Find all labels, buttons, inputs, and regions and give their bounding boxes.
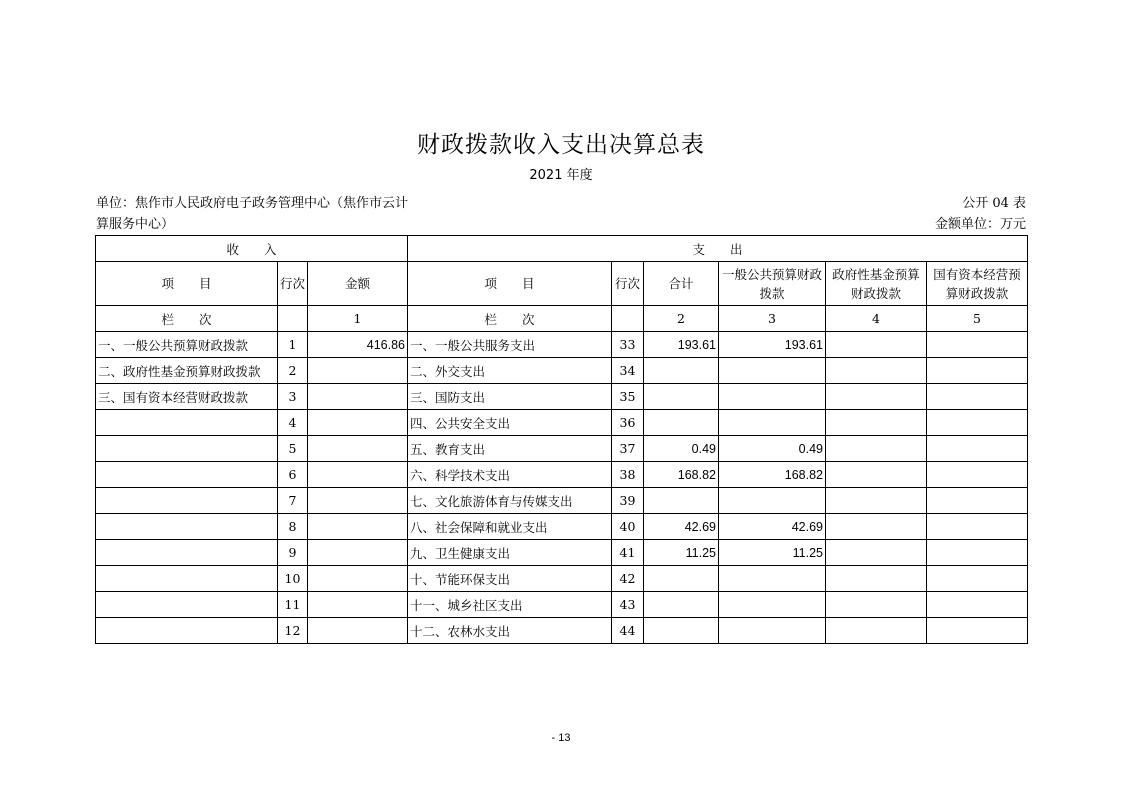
table-row [96, 566, 1028, 592]
column-header-row [96, 262, 1028, 306]
income-row-no-cell: 4 [278, 410, 308, 436]
income-item-header: 项 目 [96, 262, 278, 306]
expense-item-cell: 三、国防支出 [408, 384, 612, 410]
table-row [96, 592, 1028, 618]
state-capital-cell [927, 436, 1028, 462]
gov-fund-cell [826, 462, 927, 488]
expense-row-no-header: 行次 [612, 262, 644, 306]
total-cell: 0.49 [644, 436, 719, 462]
income-row-no-cell: 12 [278, 618, 308, 644]
expense-item-cell: 十一、城乡社区支出 [408, 592, 612, 618]
income-row-no-cell: 2 [278, 358, 308, 384]
col-4: 4 [826, 306, 927, 332]
income-item-cell [96, 618, 278, 644]
income-item-cell [96, 540, 278, 566]
income-item-cell [96, 514, 278, 540]
expense-row-no-cell: 41 [612, 540, 644, 566]
section-header-row [96, 236, 1028, 262]
page-number: - 13 [551, 732, 571, 744]
general-budget-cell [719, 592, 826, 618]
income-amount-cell [308, 488, 408, 514]
total-cell: 168.82 [644, 462, 719, 488]
income-amount-cell [308, 618, 408, 644]
income-amount-cell [308, 436, 408, 462]
state-capital-cell [927, 384, 1028, 410]
expense-item-cell: 二、外交支出 [408, 358, 612, 384]
general-budget-cell: 0.49 [719, 436, 826, 462]
unit-label: 单位：焦作市人民政府电子政务管理中心（焦作市云计算服务中心） [96, 196, 409, 232]
gov-fund-cell [826, 384, 927, 410]
income-item-cell [96, 592, 278, 618]
state-capital-cell [927, 566, 1028, 592]
state-capital-header: 国有资本经营预算财政拨款 [927, 262, 1028, 306]
table-row [96, 618, 1028, 644]
expense-row-no-cell: 40 [612, 514, 644, 540]
expense-row-no-cell: 42 [612, 566, 644, 592]
col-empty [278, 306, 308, 332]
total-header: 合计 [644, 262, 719, 306]
table-row [96, 384, 1028, 410]
general-budget-header: 一般公共预算财政拨款 [719, 262, 826, 306]
income-header: 收 入 [96, 236, 408, 262]
state-capital-cell [927, 540, 1028, 566]
total-cell [644, 618, 719, 644]
expense-row-no-cell: 36 [612, 410, 644, 436]
budget-table [95, 235, 1028, 644]
income-amount-cell [308, 514, 408, 540]
expense-item-cell: 八、社会保障和就业支出 [408, 514, 612, 540]
expense-item-cell: 九、卫生健康支出 [408, 540, 612, 566]
gov-fund-cell [826, 488, 927, 514]
total-cell [644, 358, 719, 384]
income-amount-cell: 416.86 [308, 332, 408, 358]
expense-row-no-cell: 34 [612, 358, 644, 384]
gov-fund-cell [826, 514, 927, 540]
total-cell [644, 566, 719, 592]
general-budget-cell [719, 566, 826, 592]
expense-row-no-cell: 39 [612, 488, 644, 514]
expense-row-no-cell: 37 [612, 436, 644, 462]
total-cell [644, 384, 719, 410]
income-amount-header: 金额 [308, 262, 408, 306]
expense-item-cell: 六、科学技术支出 [408, 462, 612, 488]
income-item-cell [96, 436, 278, 462]
expense-row-no-cell: 33 [612, 332, 644, 358]
expense-item-cell: 七、文化旅游体育与传媒支出 [408, 488, 612, 514]
income-amount-cell [308, 566, 408, 592]
col-3: 3 [719, 306, 826, 332]
income-amount-cell [308, 410, 408, 436]
page-title: 财政拨款收入支出决算总表 [417, 132, 705, 158]
general-budget-cell [719, 618, 826, 644]
gov-fund-cell [826, 358, 927, 384]
income-row-no-cell: 10 [278, 566, 308, 592]
table-row [96, 514, 1028, 540]
state-capital-cell [927, 592, 1028, 618]
state-capital-cell [927, 358, 1028, 384]
income-amount-cell [308, 384, 408, 410]
general-budget-cell [719, 358, 826, 384]
gov-fund-cell [826, 410, 927, 436]
state-capital-cell [927, 488, 1028, 514]
col-label: 栏 次 [96, 306, 278, 332]
money-unit: 金额单位：万元 [934, 217, 1026, 232]
expense-item-header: 项 目 [408, 262, 612, 306]
table-row [96, 358, 1028, 384]
expense-item-cell: 十、节能环保支出 [408, 566, 612, 592]
table-row [96, 488, 1028, 514]
gov-fund-cell [826, 566, 927, 592]
general-budget-cell [719, 410, 826, 436]
table-row [96, 436, 1028, 462]
income-amount-cell [308, 462, 408, 488]
income-row-no-cell: 6 [278, 462, 308, 488]
income-item-cell [96, 410, 278, 436]
general-budget-cell: 168.82 [719, 462, 826, 488]
fiscal-year: 2021 年度 [529, 168, 593, 183]
total-cell [644, 410, 719, 436]
total-cell: 42.69 [644, 514, 719, 540]
income-item-cell [96, 566, 278, 592]
exp-col-label: 栏 次 [408, 306, 612, 332]
state-capital-cell [927, 332, 1028, 358]
expense-item-cell: 十二、农林水支出 [408, 618, 612, 644]
table-row [96, 410, 1028, 436]
general-budget-cell: 193.61 [719, 332, 826, 358]
general-budget-cell [719, 488, 826, 514]
expense-row-no-cell: 43 [612, 592, 644, 618]
gov-fund-cell [826, 592, 927, 618]
gov-fund-header: 政府性基金预算财政拨款 [826, 262, 927, 306]
state-capital-cell [927, 514, 1028, 540]
gov-fund-cell [826, 540, 927, 566]
expense-item-cell: 一、一般公共服务支出 [408, 332, 612, 358]
income-row-no-header: 行次 [278, 262, 308, 306]
income-row-no-cell: 9 [278, 540, 308, 566]
form-number: 公开 04 表 [962, 196, 1026, 211]
total-cell [644, 592, 719, 618]
general-budget-cell: 11.25 [719, 540, 826, 566]
total-cell: 11.25 [644, 540, 719, 566]
table-row [96, 462, 1028, 488]
table-row [96, 540, 1028, 566]
expense-item-cell: 五、教育支出 [408, 436, 612, 462]
income-row-no-cell: 3 [278, 384, 308, 410]
total-cell: 193.61 [644, 332, 719, 358]
exp-col-empty [612, 306, 644, 332]
state-capital-cell [927, 462, 1028, 488]
total-cell [644, 488, 719, 514]
income-amount-cell [308, 540, 408, 566]
income-row-no-cell: 11 [278, 592, 308, 618]
expense-item-cell: 四、公共安全支出 [408, 410, 612, 436]
income-row-no-cell: 1 [278, 332, 308, 358]
income-item-cell [96, 488, 278, 514]
income-item-cell: 三、国有资本经营财政拨款 [96, 384, 278, 410]
income-row-no-cell: 8 [278, 514, 308, 540]
income-amount-cell [308, 358, 408, 384]
income-item-cell [96, 462, 278, 488]
table-row [96, 332, 1028, 358]
col-2: 2 [644, 306, 719, 332]
income-item-cell: 二、政府性基金预算财政拨款 [96, 358, 278, 384]
income-amount-cell [308, 592, 408, 618]
general-budget-cell [719, 384, 826, 410]
gov-fund-cell [826, 332, 927, 358]
expense-row-no-cell: 35 [612, 384, 644, 410]
gov-fund-cell [826, 436, 927, 462]
expense-header: 支 出 [408, 236, 1028, 262]
gov-fund-cell [826, 618, 927, 644]
col-5: 5 [927, 306, 1028, 332]
income-row-no-cell: 7 [278, 488, 308, 514]
state-capital-cell [927, 410, 1028, 436]
general-budget-cell: 42.69 [719, 514, 826, 540]
expense-row-no-cell: 44 [612, 618, 644, 644]
state-capital-cell [927, 618, 1028, 644]
col-1: 1 [308, 306, 408, 332]
column-index-row [96, 306, 1028, 332]
income-row-no-cell: 5 [278, 436, 308, 462]
expense-row-no-cell: 38 [612, 462, 644, 488]
income-item-cell: 一、一般公共预算财政拨款 [96, 332, 278, 358]
